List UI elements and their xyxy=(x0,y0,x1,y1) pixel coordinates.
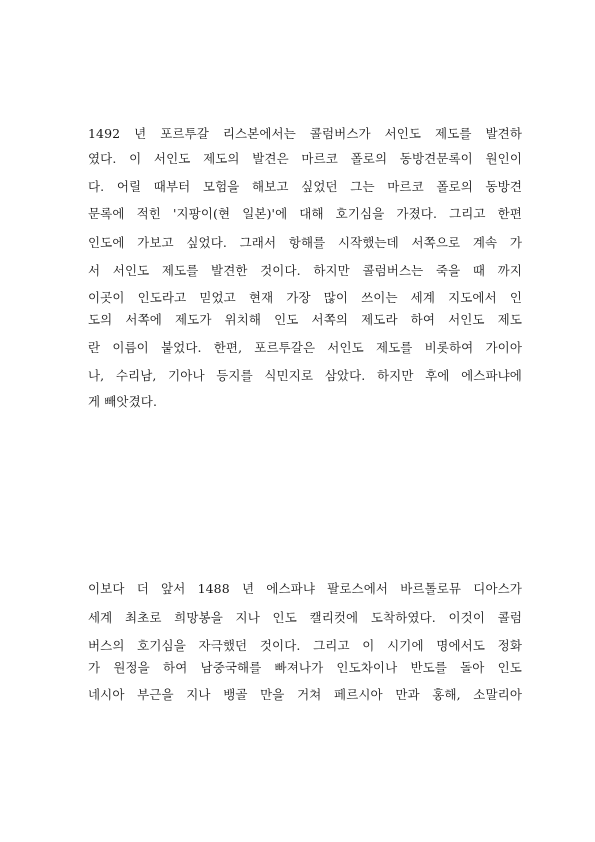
paragraph-2-line-2: 세계 최초로 희망봉을 지나 인도 캘리컷에 도착하였다. 이것이 콜럼 xyxy=(88,610,522,625)
paragraph-1-line-7: 이곳이 인도라고 믿었고 현재 가장 많이 쓰이는 세계 지도에서 인 xyxy=(88,290,522,305)
paragraph-1-line-6: 서 서인도 제도를 발견한 것이다. 하지만 콜럼버스는 죽을 때 까지 xyxy=(88,263,522,278)
paragraph-2-line-1: 이보다 더 앞서 1488 년 에스파냐 팔로스에서 바르톨로뮤 디아스가 xyxy=(88,581,522,596)
paragraph-1-line-3: 다. 어릴 때부터 모험을 해보고 싶었던 그는 마르코 폴로의 동방견 xyxy=(88,179,522,194)
paragraph-1-line-2: 였다. 이 서인도 제도의 발견은 마르코 폴로의 동방견문록이 원인이 xyxy=(88,151,522,166)
paragraph-1-line-11: 게 빼앗겼다. xyxy=(88,394,158,409)
paragraph-1-line-8: 도의 서쪽에 제도가 위치해 인도 서쪽의 제도라 하여 서인도 제도 xyxy=(88,312,522,327)
paragraph-2-line-4: 가 원정을 하여 남중국해를 빠져나가 인도차이나 반도를 돌아 인도 xyxy=(88,660,522,675)
paragraph-1-line-10: 나, 수리남, 기아나 등지를 식민지로 삼았다. 하지만 후에 에스파냐에 xyxy=(88,368,522,383)
paragraph-2-line-5: 네시아 부근을 지나 뱅골 만을 거쳐 페르시아 만과 홍해, 소말리아 xyxy=(88,687,522,702)
paragraph-1-line-1: 1492 년 포르투갈 리스본에서는 콜럼버스가 서인도 제도를 발견하 xyxy=(88,126,522,141)
paragraph-1-line-5: 인도에 가보고 싶었다. 그래서 항해를 시작했는데 서쪽으로 계속 가 xyxy=(88,235,522,250)
paragraph-1-line-9: 란 이름이 붙었다. 한편, 포르투갈은 서인도 제도를 비롯하여 가이아 xyxy=(88,340,522,355)
paragraph-2-line-3: 버스의 호기심을 자극했던 것이다. 그리고 이 시기에 명에서도 정화 xyxy=(88,638,522,653)
paragraph-1-line-4: 문록에 적힌 '지팡이(현 일본)'에 대해 호기심을 가졌다. 그리고 한편 xyxy=(88,206,522,221)
